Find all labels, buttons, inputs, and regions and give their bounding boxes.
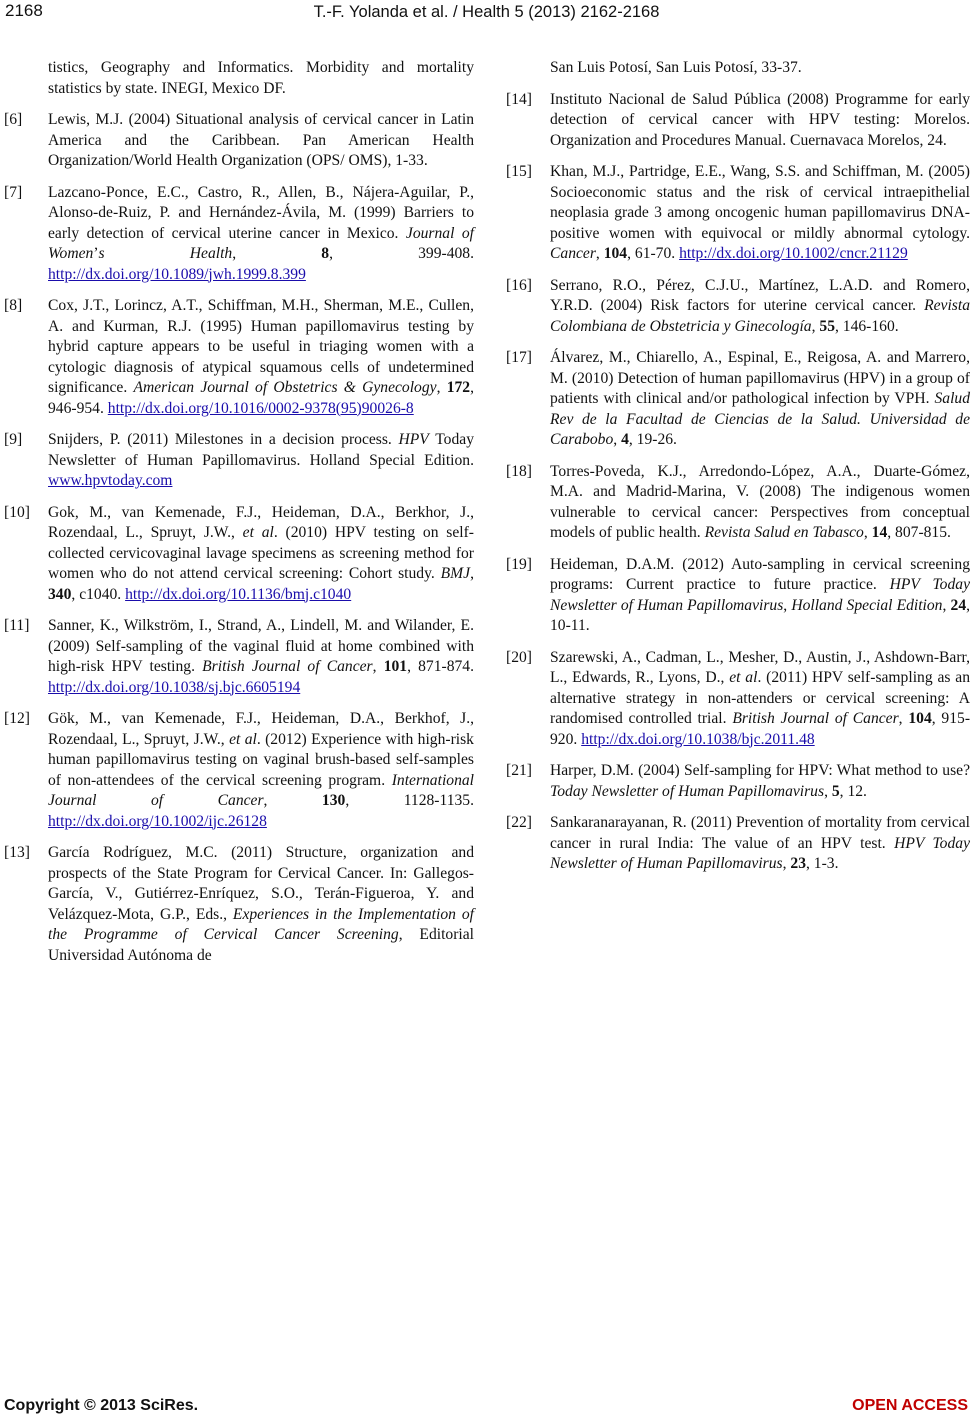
journal-title: Today Newsletter of Human Papillomavirus — [550, 782, 825, 800]
journal-title: Revista Salud en Tabasco — [704, 524, 864, 541]
reference-fragment: , 10-11. — [550, 596, 971, 634]
reference-text — [550, 276, 970, 338]
reference-text — [550, 555, 970, 637]
reference-text — [48, 110, 474, 172]
doi-link[interactable]: http://dx.doi.org/10.1016/0002-9378(95)90026-8 — [107, 399, 414, 417]
reference-fragment: Gök, M., van Kemenade, F.J., Heideman, D.A., Berkhof, J., Rozendaal, L., Spruyt, J.W., — [48, 710, 474, 748]
reference-fragment: Harper, D.M. (2004) Self-sampling for HPV: What method to use? — [550, 762, 970, 779]
reference-item — [4, 843, 474, 966]
reference-text — [550, 90, 970, 152]
reference-fragment: , — [942, 596, 951, 614]
reference-number: [22] — [506, 814, 532, 831]
reference-item — [4, 709, 474, 832]
reference-fragment: , 915-920. — [550, 710, 971, 748]
reference-item — [4, 183, 474, 286]
journal-title: Revista Colombiana de Obstetricia y Ginecología — [550, 297, 970, 335]
page-header — [0, 0, 973, 30]
reference-number: [20] — [506, 648, 532, 666]
reference-fragment: , 807-815. — [887, 524, 951, 541]
continuation-text: San Luis Potosí, San Luis Potosí, 33-37. — [550, 59, 802, 76]
right-reference-list — [506, 90, 970, 875]
reference-fragment: , — [470, 565, 474, 582]
reference-fragment: , — [263, 792, 322, 809]
reference-item — [506, 761, 970, 802]
journal-title: British Journal of Cancer — [732, 710, 899, 727]
reference-text — [550, 761, 970, 802]
reference-fragment: Sankaranarayanan, R. (2011) Prevention of mortality from cervical cancer in rural India: The value of an HPV test. — [550, 814, 970, 852]
reference-item — [4, 110, 474, 172]
reference-fragment: ’ — [93, 245, 99, 262]
reference-item — [4, 503, 474, 606]
left-column — [4, 58, 474, 977]
volume-number: 130 — [321, 792, 346, 809]
reference-fragment: , 146-160. — [834, 317, 899, 335]
reference-text — [48, 616, 474, 698]
reference-text — [48, 503, 474, 606]
reference-fragment: , 871-874. — [407, 658, 475, 675]
reference-item — [506, 276, 970, 338]
reference-number: [12] — [4, 710, 30, 727]
open-access-label: OPEN ACCESS — [852, 1397, 968, 1414]
journal-title: Cancer — [550, 245, 596, 262]
journal-title: HPV — [398, 431, 429, 448]
volume-number: 104 — [908, 710, 932, 727]
page-footer — [0, 1397, 973, 1419]
volume-number: 340 — [48, 585, 72, 603]
reference-fragment: , 19-26. — [628, 431, 677, 448]
reference-fragment: , — [372, 658, 384, 675]
journal-title: International Journal of Cancer — [48, 771, 474, 809]
reference-fragment: , — [824, 782, 832, 800]
reference-text — [48, 843, 474, 966]
journal-title: s Health — [98, 245, 233, 262]
reference-number: [9] — [4, 431, 23, 448]
volume-number: 23 — [790, 855, 806, 872]
journal-title: American Journal of Obstetrics & Gynecology — [133, 379, 437, 396]
reference-fragment: , — [232, 245, 322, 262]
reference-fragment: , — [783, 596, 792, 614]
journal-title: et al — [229, 730, 257, 748]
reference-fragment: . (2010) HPV testing on self-collected cervicovaginal lavage specimens as screening method for women who do not attend cervical screening: Cohort study. — [48, 524, 474, 582]
doi-link[interactable]: http://dx.doi.org/10.1089/jwh.1999.8.399 — [48, 265, 306, 283]
reference-fragment: , 399-408. — [329, 245, 475, 262]
reference-number: [16] — [506, 276, 532, 294]
reference-fragment: . (2012) Experience with high-risk human papillomavirus testing on vaginal brush-based self-samples of non-attendees of the cervical screening program. — [48, 730, 474, 789]
copyright-notice: Copyright © 2013 SciRes. — [4, 1397, 199, 1414]
reference-fragment: , — [613, 431, 622, 448]
volume-number: 104 — [603, 245, 628, 262]
reference-item — [506, 90, 970, 152]
reference-text — [550, 813, 970, 875]
reference-number: [11] — [4, 617, 30, 634]
reference-text — [550, 648, 970, 751]
reference-fragment: , — [898, 710, 909, 727]
reference-fragment: , 1-3. — [806, 855, 839, 872]
volume-number: 172 — [446, 379, 471, 396]
volume-number: 55 — [819, 317, 835, 335]
reference-item — [506, 162, 970, 265]
doi-link[interactable]: http://dx.doi.org/10.1002/cncr.21129 — [679, 245, 908, 262]
journal-title: et al — [242, 524, 274, 541]
reference-item — [506, 348, 970, 451]
journal-title: Holland Special Edition — [791, 596, 943, 614]
reference-number: [8] — [4, 297, 23, 314]
reference-fragment: , c1040. — [71, 585, 126, 603]
volume-number: 5 — [831, 782, 840, 800]
volume-number: 101 — [383, 658, 408, 675]
reference-fragment: Torres-Poveda, K.J., Arredondo-López, A.A., Duarte-Gómez, M.A. and Madrid-Marina, V. (2008) The indigenous women vulnerable to cervical cancer: Perspectives from conceptual models of public health. — [550, 462, 970, 541]
reference-number: [6] — [4, 111, 23, 128]
reference-number: [21] — [506, 762, 532, 779]
reference-text — [550, 162, 970, 265]
doi-link[interactable]: http://dx.doi.org/10.1002/ijc.26128 — [48, 812, 267, 830]
doi-link[interactable]: www.hpvtoday.com — [48, 472, 173, 489]
continuation-text: tistics, Geography and Informatics. Morbidity and mortality statistics by state. INEGI, Mexico DF. — [48, 59, 474, 97]
reference-fragment: , — [436, 379, 447, 396]
reference-number: [14] — [506, 90, 532, 108]
reference-number: [10] — [4, 503, 30, 521]
reference-fragment: , 12. — [839, 782, 867, 800]
journal-title: Journal of Women — [48, 224, 474, 262]
reference-fragment: Sanner, K., Wilkström, I., Strand, A., Lindell, M. and Wilander, E. (2009) Self-sampling of the vaginal fluid at home combined with high-risk HPV testing. — [48, 617, 474, 675]
page-number: 2168 — [5, 1, 43, 20]
journal-title: BMJ — [440, 565, 471, 582]
reference-text — [48, 709, 474, 832]
reference-fragment: . (2011) HPV self-sampling as an alternative strategy in non-attenders or cervical screening: A randomised controlled trial. — [550, 669, 970, 727]
reference-text — [48, 430, 474, 492]
journal-title: Salud Rev de la Facultad de Ciencias de la Salud. Universidad de Carabobo — [550, 390, 970, 448]
reference-item — [506, 555, 970, 637]
volume-number: 24 — [950, 596, 967, 614]
reference-fragment: Snijders, P. (2011) Milestones in a decision process. — [48, 431, 399, 448]
journal-title: HPV Today Newsletter of Human Papillomavirus — [550, 834, 970, 872]
journal-title: et al — [729, 669, 758, 686]
reference-fragment: Gok, M., van Kemenade, F.J., Heideman, D.A., Berkhor, J., Rozendaal, L., Spruyt, J.W., — [48, 503, 474, 541]
reference-fragment: Lewis, M.J. (2004) Situational analysis of cervical cancer in Latin America and the Caribbean. Pan American Health Organization/World Health Organization (OPS/ OMS), 1-33. — [48, 111, 474, 169]
reference-fragment: , — [863, 524, 872, 541]
reference-fragment: Serrano, R.O., Pérez, C.J.U., Martínez, L.A.D. and Romero, Y.R.D. (2004) Risk factors for uterine cervical cancer. — [550, 276, 970, 314]
reference-number: [13] — [4, 844, 30, 861]
doi-link[interactable]: http://dx.doi.org/10.1038/bjc.2011.48 — [581, 730, 815, 748]
reference-number: [19] — [506, 555, 532, 573]
reference-item — [4, 430, 474, 492]
reference-fragment: , 1128-1135. — [345, 792, 475, 809]
reference-fragment: Instituto Nacional de Salud Pública (2008) Programme for early detection of cervical cancer with HPV testing: Morelos. Organization and Procedures Manual. Cuernavaca Morelos, 24. — [550, 90, 970, 149]
reference-item — [506, 648, 970, 751]
volume-number: 4 — [621, 431, 629, 448]
journal-title: British Journal of Cancer — [202, 658, 373, 675]
reference-fragment: Cox, J.T., Lorincz, A.T., Schiffman, M.H., Sherman, M.E., Cullen, A. and Kurman, R.J. (1995) Human papillomavirus testing by hybrid capture appears to be useful in triaging women with a cytologic diagnosis of atypical squamous cells of undetermined significance. — [48, 297, 474, 396]
reference-fragment: Khan, M.J., Partridge, E.E., Wang, S.S. and Schiffman, M. (2005) Socioeconomic status and the risk of cervical intraepithelial neoplasia grade 3 among oncogenic human papillomavirus DNA-positive women with equivocal or mildly abnormal cytology. — [550, 163, 970, 242]
reference-fragment: , 946-954. — [48, 379, 474, 417]
reference-fragment: Heideman, D.A.M. (2012) Auto-sampling in cervical screening programs: Current practice to future practice. — [550, 555, 970, 593]
running-head: T.-F. Yolanda et al. / Health 5 (2013) 2162-2168 — [313, 3, 660, 21]
reference-fragment: , Editorial Universidad Autónoma de — [48, 926, 474, 964]
reference-number: [17] — [506, 349, 532, 366]
reference-fragment: Álvarez, M., Chiarello, A., Espinal, E., Reigosa, A. and Marrero, M. (2010) Detection of human papillomavirus (HPV) in a group of patients with clinical and/or pathological infection by VPH. — [550, 349, 970, 407]
reference-fragment: Today Newsletter of Human Papillomavirus. Holland Special Edition. — [48, 431, 474, 469]
reference-fragment: Lazcano-Ponce, E.C., Castro, R., Allen, B., Nájera-Aguilar, P., Alonso-de-Ruiz, P. and Hernández-Ávila, M. (1999) Barriers to early detection of cervical uterine cancer in Mexico. — [48, 183, 474, 242]
reference-fragment: , — [811, 317, 820, 335]
reference-number: [15] — [506, 163, 532, 180]
reference-text — [550, 348, 970, 451]
journal-title: HPV Today Newsletter of Human Papillomavirus — [550, 576, 970, 614]
reference-item — [4, 616, 474, 698]
journal-title: Experiences in the Implementation of the Programme of Cervical Cancer Screening — [48, 905, 474, 943]
volume-number: 8 — [321, 245, 330, 262]
reference-item — [506, 462, 970, 544]
reference-fragment: García Rodríguez, M.C. (2011) Structure, organization and prospects of the State Program for Cervical Cancer. In: Gallegos-García, V., Gutiérrez-Enríquez, S.O., Terán-Figueroa, Y. and Velázquez-Mota, G.P., Eds., — [48, 844, 474, 923]
right-column — [506, 58, 970, 886]
reference-fragment: , — [595, 245, 604, 262]
reference-text — [48, 183, 474, 286]
left-reference-list — [4, 110, 474, 966]
volume-number: 14 — [871, 524, 888, 541]
reference-fragment: , — [782, 855, 791, 872]
reference-number: [18] — [506, 462, 532, 480]
reference-fragment: Szarewski, A., Cadman, L., Mesher, D., Austin, J., Ashdown-Barr, L., Edwards, R., Lyons, D., — [550, 648, 970, 686]
reference-item — [4, 296, 474, 419]
doi-link[interactable]: http://dx.doi.org/10.1136/bmj.c1040 — [125, 585, 352, 603]
reference-text — [550, 462, 970, 544]
reference-item — [506, 813, 970, 875]
reference-number: [7] — [4, 183, 23, 201]
doi-link[interactable]: http://dx.doi.org/10.1038/sj.bjc.6605194 — [48, 678, 301, 696]
reference-text — [48, 296, 474, 419]
reference-fragment: , 61-70. — [627, 245, 680, 262]
